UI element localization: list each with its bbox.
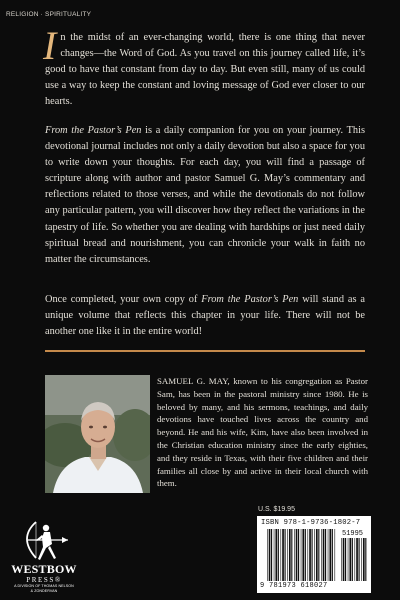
author-photo bbox=[45, 375, 150, 493]
isbn-label: ISBN 978-1-9736-1802-7 bbox=[261, 519, 361, 527]
closing-paragraph bbox=[45, 292, 365, 340]
description-paragraph bbox=[45, 123, 365, 268]
category-label: RELIGION · SPIRITUALITY bbox=[6, 11, 92, 18]
publisher-tagline bbox=[6, 584, 82, 593]
publisher-press: PRESS® bbox=[26, 576, 62, 584]
publisher-name: WESTBOW bbox=[11, 562, 77, 576]
book-title-closing: From the Pastor’s Pen bbox=[201, 294, 299, 305]
author-name: SAMUEL G. MAY bbox=[157, 376, 228, 386]
publisher-tagline-2: & ZONDERVAN bbox=[30, 588, 58, 593]
author-bio-text: , known to his congregation as Pastor Sam, has been in the pastoral ministry since 1980. He is beloved by many, and his sermons, teachings, and daily devotions have touched lives across the country and beyond. He and his wife, Kim, have also been involved in the Christian education ministry since the early eighties, and they reside in Texas, with their five children and their families all close by and active in their local church with them. bbox=[157, 376, 368, 489]
publisher-logo bbox=[6, 518, 82, 596]
author-bio bbox=[157, 375, 368, 490]
intro-paragraph bbox=[43, 23, 365, 110]
description-text: is a daily companion for you on your journey. This devotional journal includes not only a daily devotion but also a space for you to write down your thoughts. For each day, you will find a passage of scripture along with author and pastor Samuel G. May’s commentary and reflections related to those verses, and while the devotionals do not follow any particular pattern, you will discover how they reflect the variations in the tapestry of life. So whether you are dealing with hardships or just need daily spiritual bread and nourishment, you can chronicle your walk in faith no matter the circumstances. bbox=[45, 125, 365, 265]
author-portrait-icon bbox=[45, 375, 150, 493]
closing-after: will stand as a unique volume that reflects this chapter in your life. There will not be another one like it in the entire world! bbox=[45, 294, 365, 338]
barcode-digits: 9 781973 618027 bbox=[260, 582, 328, 590]
barcode bbox=[257, 516, 371, 593]
book-title: From the Pastor’s Pen bbox=[45, 125, 142, 136]
drop-cap: I bbox=[43, 23, 57, 68]
intro-text: n the midst of an ever-changing world, there is one thing that never changes—the Word of God. As you travel on this journey called life, it’s good to have that constant from day to day. But even still, many of us could use a way to keep the constant and loving message of God ever closer to our hearts. bbox=[45, 32, 365, 108]
retail-price: U.S. $19.95 bbox=[258, 506, 295, 513]
price-code: 51995 bbox=[342, 530, 364, 538]
barcode-bars-icon bbox=[267, 529, 337, 581]
closing-before: Once completed, your own copy of bbox=[45, 294, 202, 305]
publisher-tagline-1: A DIVISION OF THOMAS NELSON bbox=[14, 584, 74, 588]
archer-icon bbox=[6, 518, 82, 564]
divider-rule bbox=[45, 350, 365, 352]
barcode-addon-bars-icon bbox=[341, 538, 367, 581]
